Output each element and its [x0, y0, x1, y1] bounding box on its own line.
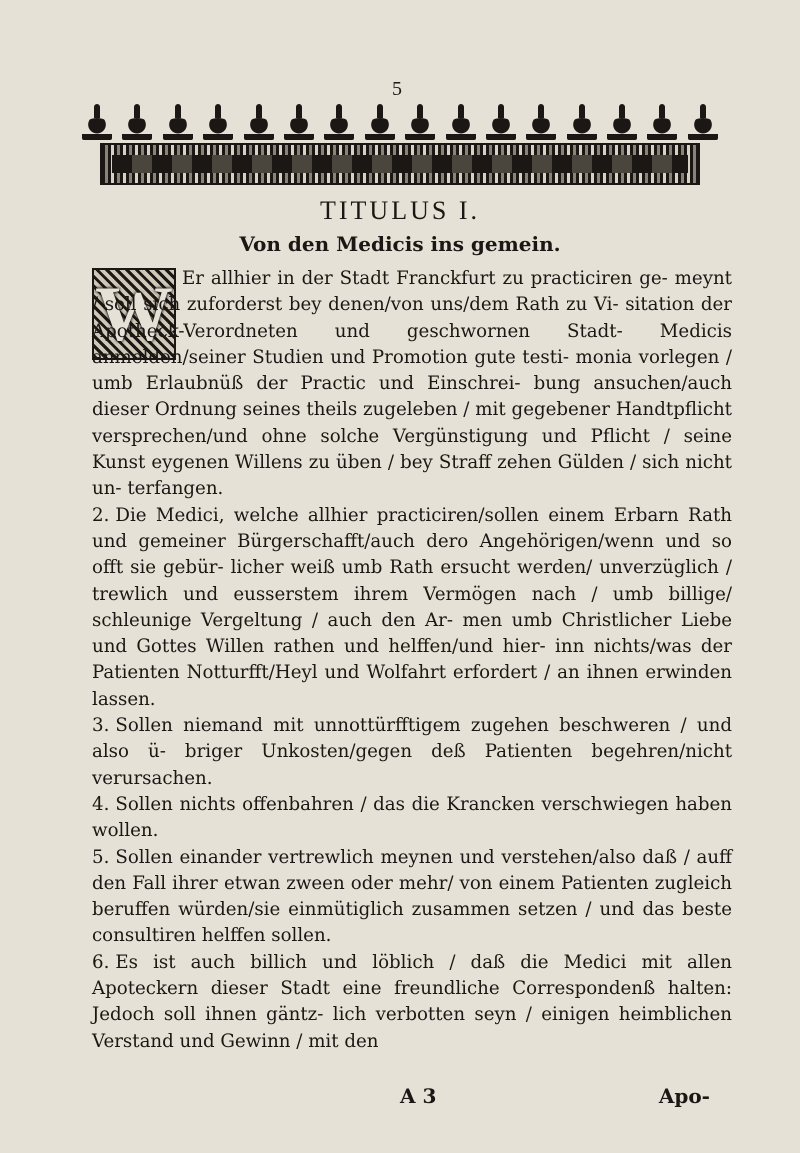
ornament-icon — [120, 104, 154, 140]
paragraph-2 — [92, 503, 732, 713]
paragraph-6 — [92, 950, 732, 1055]
ornament-icon — [686, 104, 720, 140]
ornament-icon — [403, 104, 437, 140]
ornament-icon — [645, 104, 679, 140]
paragraph-1 — [92, 266, 732, 503]
ornament-icon — [80, 104, 114, 140]
paragraph-text: Sollen nichts offenbahren / das die Krancken verschwiegen haben wollen. — [92, 793, 732, 842]
page-footer — [0, 1084, 800, 1114]
ornament-icon — [524, 104, 558, 140]
ornament-icon — [484, 104, 518, 140]
paragraph-number: 2. — [92, 504, 110, 526]
page-number: 5 — [392, 78, 402, 100]
signature-mark: A 3 — [400, 1084, 437, 1108]
paragraph-number: 3. — [92, 715, 110, 737]
ornament-icon — [322, 104, 356, 140]
ornament-icon — [161, 104, 195, 140]
paragraph-text: Es ist auch billich und löblich / daß die Medici mit allen Apoteckern dieser Stadt eine freundliche Correspondenß halten: Jedoch soll ihnen gäntz- lich verbotten seyn / einigen heimblichen Verstand und Gewinn / mit den — [92, 951, 732, 1052]
ornament-icon — [444, 104, 478, 140]
ornament-icon — [605, 104, 639, 140]
paragraph-number: 6. — [92, 951, 110, 973]
initial-letter: W — [95, 270, 173, 357]
catchword: Apo- — [658, 1084, 710, 1108]
ornament-icon — [565, 104, 599, 140]
ornament-icon — [363, 104, 397, 140]
ornament-band — [80, 100, 720, 140]
paragraph-text: Sollen einander vertrewlich meynen und verstehen/also daß / auff den Fall ihrer etwan zween oder mehr/ von einem Patienten zugleich beruffen würden/sie einmütiglich zusammen setzen / und das beste consultiren helffen sollen. — [92, 846, 732, 947]
paragraph-text: Die Medici, welche allhier practiciren/sollen einem Erbarn Rath und gemeiner Bürgerschafft/auch dero Angehörigen/wenn und so offt sie gebür- licher weiß umb Rath ersucht werden/ unverzüglich / trewlich und eusserstem ihrem Vermögen nach / umb billige/ schleunige Vergeltung / auch den Ar- men umb Christlicher Liebe und Gottes Willen rathen und helffen/und hier- inn nichts/was der Patienten Notturfft/Heyl und Wolfahrt erfordert / an ihnen erwinden lassen. — [92, 504, 732, 710]
ornament-icon — [242, 104, 276, 140]
paragraph-number: 5. — [92, 846, 110, 868]
paragraph-text: Sollen niemand mit unnottürfftigem zugehen beschweren / und also ü- briger Unkosten/gegen deß Patienten begehren/nicht verursachen. — [92, 715, 732, 789]
paragraph-5 — [92, 845, 732, 950]
ornament-icon — [201, 104, 235, 140]
ornament-icon — [282, 104, 316, 140]
section-subtitle: Von den Medicis ins gemein. — [239, 232, 561, 256]
paragraph-text: Er allhier in der Stadt Franckfurt zu practiciren ge- meynt / soll sich zuforderst bey denen/von uns/dem Rath zu Vi- sitation der Apotheck-Verordneten und geschwornen Stadt- Medicis anmelden/seiner Studien und Promotion gute testi- monia vorlegen / umb Erlaubnüß der Practic und Einschrei- bung ansuchen/auch dieser Ordnung seines theils zugeleben / mit gegebener Handtpflicht versprechen/und ohne solche Vergünstigung und Pflicht / seine Kunst eygenen Willens zu üben / bey Straff zehen Gülden / sich nicht un- terfangen. — [92, 268, 732, 500]
body-text — [92, 266, 732, 1055]
section-title: TITULUS I. — [320, 196, 480, 225]
frieze-pattern — [112, 155, 688, 173]
paragraph-number: 4. — [92, 793, 110, 815]
decorative-frieze — [100, 143, 700, 185]
paragraph-3 — [92, 713, 732, 792]
paragraph-4 — [92, 792, 732, 845]
